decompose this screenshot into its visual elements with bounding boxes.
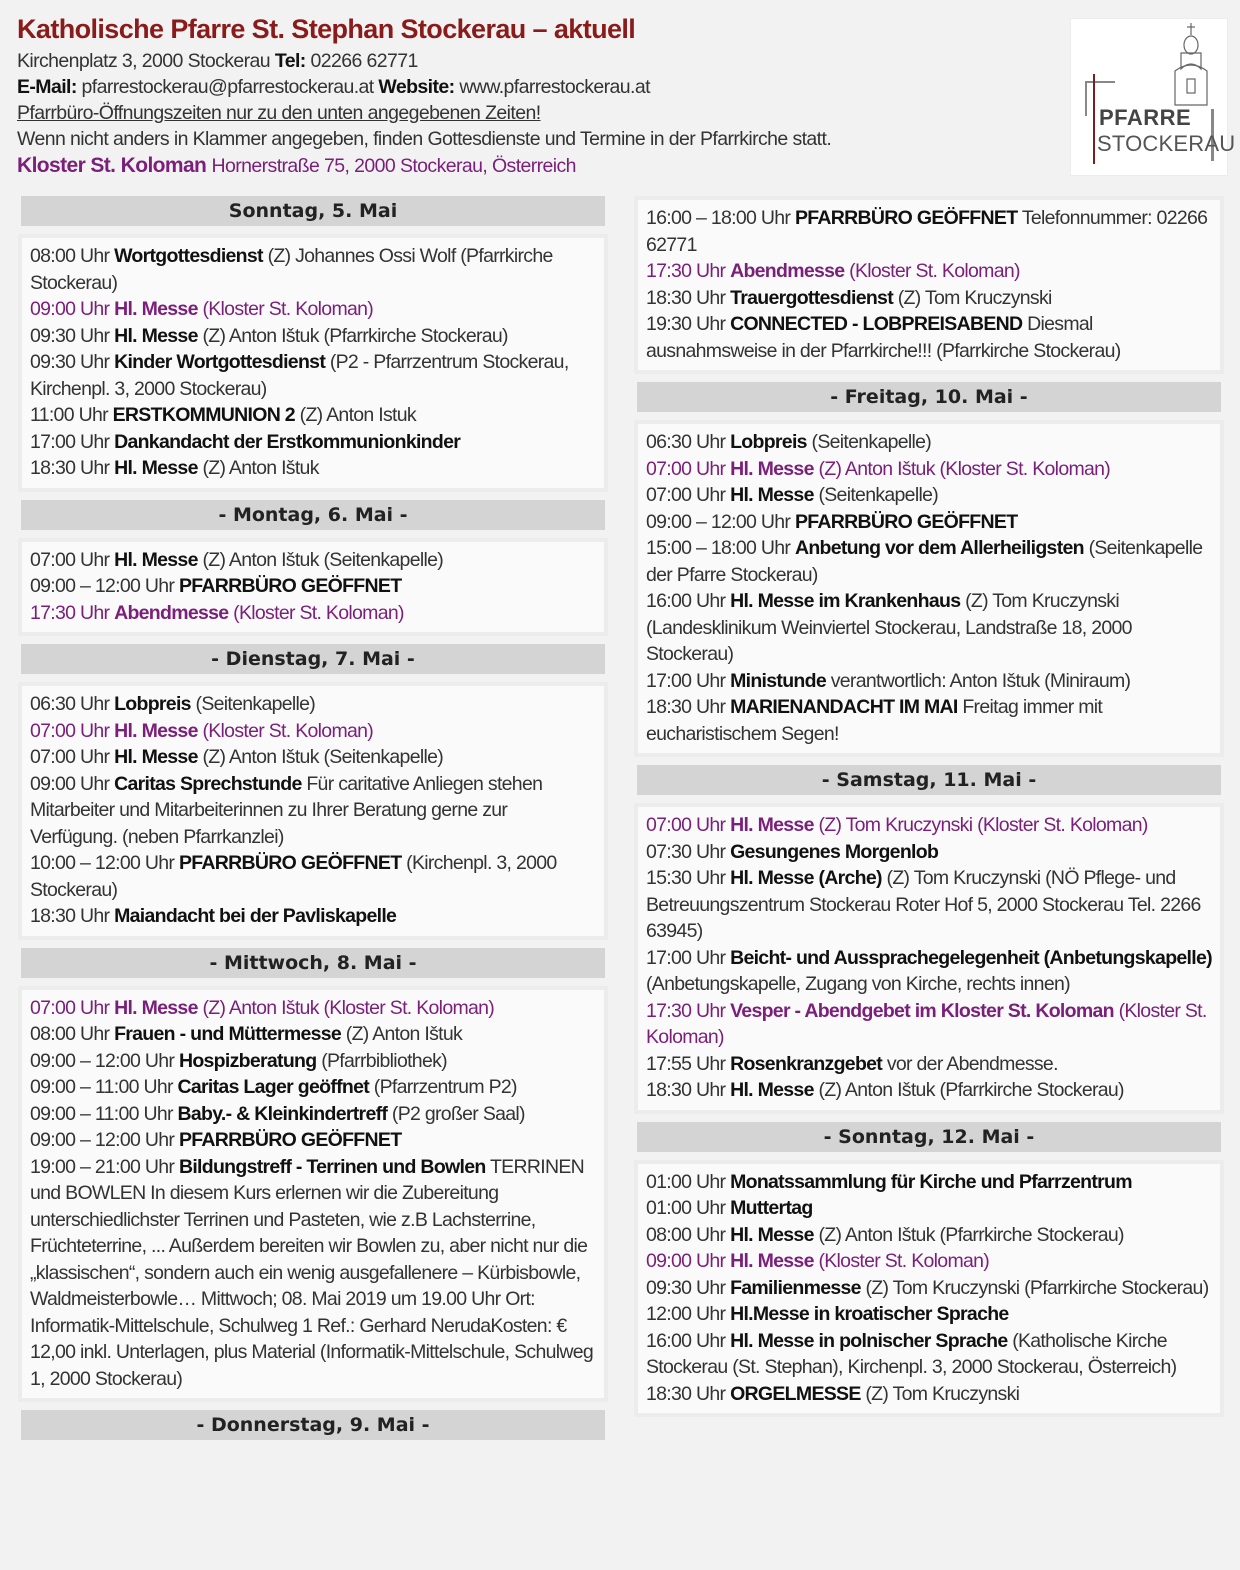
events-box bbox=[634, 420, 1224, 757]
events-box bbox=[18, 682, 608, 940]
event-title[interactable]: Hl. Messe bbox=[114, 719, 198, 742]
event-entry bbox=[646, 535, 1212, 588]
left-column bbox=[18, 196, 608, 1440]
event-time: 10:00 – 12:00 Uhr bbox=[30, 852, 175, 874]
website-link[interactable]: www.pfarrestockerau.at bbox=[459, 76, 650, 98]
events-box bbox=[634, 803, 1224, 1114]
event-entry bbox=[646, 1169, 1212, 1196]
event-entry bbox=[30, 547, 596, 574]
right-column bbox=[634, 196, 1224, 1425]
event-entry bbox=[646, 588, 1212, 668]
event-detail: (Z) Tom Kruczynski (Pfarrkirche Stockerau) bbox=[865, 1276, 1209, 1299]
event-entry bbox=[30, 243, 596, 296]
event-detail: Für caritative Anliegen stehen Mitarbeiter und Mitarbeiterinnen zu Ihrer Beratung gerne zur Verfügung. (neben Pfarrkanzlei) bbox=[30, 772, 543, 848]
event-time: 09:00 – 12:00 Uhr bbox=[646, 510, 791, 533]
event-entry bbox=[646, 1077, 1212, 1104]
event-title[interactable]: Hl. Messe bbox=[730, 457, 814, 480]
event-detail: Diesmal ausnahmsweise in der Pfarrkirche!!! (Pfarrkirche Stockerau) bbox=[646, 313, 1121, 362]
event-title[interactable]: Ministunde bbox=[730, 669, 826, 692]
event-title[interactable]: Baby.- & Kleinkindertreff bbox=[177, 1102, 388, 1125]
event-detail: (P2 großer Saal) bbox=[391, 1102, 525, 1125]
header bbox=[0, 0, 1240, 190]
event-title[interactable]: Hl. Messe bbox=[114, 298, 198, 320]
event-title[interactable]: Hl. Messe bbox=[114, 746, 198, 768]
event-title[interactable]: Hl. Messe bbox=[730, 1079, 814, 1101]
event-time: 09:00 – 12:00 Uhr bbox=[30, 575, 175, 597]
event-title[interactable]: ORGELMESSE bbox=[730, 1382, 861, 1405]
day-section bbox=[634, 382, 1224, 757]
event-entry bbox=[646, 1275, 1212, 1302]
day-section bbox=[634, 1122, 1224, 1418]
event-title[interactable]: Hl. Messe bbox=[114, 457, 198, 479]
events-box bbox=[18, 538, 608, 637]
event-title[interactable]: Hl. Messe in polnischer Sprache bbox=[730, 1329, 1008, 1352]
event-detail: (Seitenkapelle der Pfarre Stockerau) bbox=[646, 537, 1203, 586]
event-entry bbox=[30, 1074, 596, 1101]
event-entry bbox=[30, 349, 596, 402]
event-entry bbox=[30, 718, 596, 745]
event-time: 18:30 Uhr bbox=[646, 1382, 726, 1405]
event-title[interactable]: PFARRBÜRO GEÖFFNET bbox=[794, 207, 1018, 229]
event-detail: (Pfarrzentrum P2) bbox=[373, 1076, 517, 1098]
day-section bbox=[18, 1410, 608, 1440]
page-title: Katholische Pfarre St. Stephan Stockerau – aktuell bbox=[17, 14, 636, 44]
event-entry bbox=[646, 311, 1212, 364]
event-detail: (Z) Anton Ištuk (Kloster St. Koloman) bbox=[202, 996, 495, 1019]
event-time: 07:00 Uhr bbox=[30, 548, 110, 571]
day-section bbox=[634, 196, 1224, 374]
event-detail: (Katholische Kirche Stockerau (St. Stephan), Kirchenpl. 3, 2000 Stockerau, Österreich) bbox=[646, 1329, 1177, 1378]
event-time: 07:00 Uhr bbox=[646, 814, 726, 836]
event-title[interactable]: Anbetung vor dem Allerheiligsten bbox=[794, 537, 1084, 559]
event-entry bbox=[646, 285, 1212, 312]
event-time: 18:30 Uhr bbox=[30, 905, 110, 927]
event-detail: (Kloster St. Koloman) bbox=[202, 719, 374, 742]
event-entry bbox=[646, 482, 1212, 509]
event-title[interactable]: Muttertag bbox=[730, 1197, 813, 1219]
day-heading: - Sonntag, 12. Mai - bbox=[637, 1122, 1221, 1152]
event-detail: (Z) Anton Istuk bbox=[299, 404, 416, 426]
event-title[interactable]: PFARRBÜRO GEÖFFNET bbox=[178, 852, 402, 874]
event-entry bbox=[646, 1222, 1212, 1249]
event-entry bbox=[646, 429, 1212, 456]
event-title[interactable]: Hl. Messe im Krankenhaus bbox=[730, 590, 961, 612]
event-entry bbox=[646, 1301, 1212, 1328]
event-time: 12:00 Uhr bbox=[646, 1303, 726, 1325]
event-title[interactable]: Bildungstreff - Terrinen und Bowlen bbox=[178, 1155, 486, 1178]
event-entry bbox=[646, 812, 1212, 839]
day-section bbox=[18, 196, 608, 492]
event-entry bbox=[30, 455, 596, 482]
event-title[interactable]: Hl.Messe in kroatischer Sprache bbox=[730, 1303, 1009, 1325]
kloster-line bbox=[17, 154, 576, 178]
event-title[interactable]: Trauergottesdienst bbox=[730, 286, 894, 309]
tel-label: Tel: bbox=[274, 50, 306, 72]
event-time: 17:00 Uhr bbox=[646, 946, 726, 969]
event-title[interactable]: Frauen - und Müttermesse bbox=[114, 1023, 342, 1045]
event-title[interactable]: Abendmesse bbox=[730, 260, 845, 282]
event-time: 17:30 Uhr bbox=[30, 601, 110, 624]
location-note: Wenn nicht anders in Klammer angegeben, finden Gottesdienste und Termine in der Pfarrkirche statt. bbox=[17, 128, 832, 150]
event-time: 09:30 Uhr bbox=[646, 1276, 726, 1299]
event-time: 16:00 – 18:00 Uhr bbox=[646, 207, 791, 229]
event-entry bbox=[30, 903, 596, 930]
event-title[interactable]: Kinder Wortgottesdienst bbox=[114, 351, 326, 373]
event-time: 11:00 Uhr bbox=[30, 404, 108, 426]
event-title[interactable]: Gesungenes Morgenlob bbox=[730, 840, 939, 863]
event-time: 07:00 Uhr bbox=[646, 457, 726, 480]
event-time: 15:00 – 18:00 Uhr bbox=[646, 537, 791, 559]
day-heading: - Dienstag, 7. Mai - bbox=[21, 644, 605, 674]
event-detail: (Z) Anton Ištuk (Pfarrkirche Stockerau) bbox=[202, 324, 508, 347]
tel-value: 02266 62771 bbox=[310, 50, 418, 72]
event-detail: (Kloster St. Koloman) bbox=[849, 260, 1020, 282]
event-entry bbox=[646, 865, 1212, 945]
event-entry bbox=[30, 323, 596, 350]
event-entry bbox=[646, 668, 1212, 695]
contact-line bbox=[17, 76, 650, 99]
event-title[interactable]: Hl. Messe bbox=[114, 996, 198, 1019]
day-section bbox=[18, 948, 608, 1403]
event-entry bbox=[30, 573, 596, 600]
event-entry bbox=[30, 744, 596, 771]
event-time: 07:00 Uhr bbox=[646, 484, 726, 506]
event-detail: (Kloster St. Koloman) bbox=[818, 1250, 990, 1272]
event-entry bbox=[646, 258, 1212, 285]
day-heading: - Donnerstag, 9. Mai - bbox=[21, 1410, 605, 1440]
event-title[interactable]: Hl. Messe bbox=[114, 324, 198, 347]
event-entry bbox=[30, 850, 596, 903]
event-title[interactable]: Familienmesse bbox=[730, 1276, 861, 1299]
event-title[interactable]: PFARRBÜRO GEÖFFNET bbox=[178, 575, 402, 597]
event-entry bbox=[646, 1248, 1212, 1275]
event-detail: (Kloster St. Koloman) bbox=[233, 601, 404, 624]
event-entry bbox=[646, 1195, 1212, 1222]
event-entry bbox=[646, 1381, 1212, 1408]
event-detail: (Z) Anton Ištuk (Pfarrkirche Stockerau) bbox=[818, 1079, 1124, 1101]
event-title[interactable]: PFARRBÜRO GEÖFFNET bbox=[794, 510, 1018, 533]
event-entry bbox=[646, 945, 1212, 998]
event-entry bbox=[30, 995, 596, 1022]
event-detail: (Z) Anton Ištuk (Seitenkapelle) bbox=[202, 746, 444, 768]
event-time: 18:30 Uhr bbox=[646, 1079, 726, 1101]
event-entry bbox=[30, 1127, 596, 1154]
office-hours-note: Pfarrbüro-Öffnungszeiten nur zu den unten angegebenen Zeiten! bbox=[17, 102, 541, 124]
event-entry bbox=[30, 691, 596, 718]
event-time: 19:00 – 21:00 Uhr bbox=[30, 1155, 175, 1178]
event-time: 07:00 Uhr bbox=[30, 996, 110, 1019]
event-title[interactable]: Hl. Messe bbox=[730, 1250, 814, 1272]
event-time: 07:00 Uhr bbox=[30, 746, 110, 768]
event-detail: (Z) Anton Ištuk (Pfarrkirche Stockerau) bbox=[818, 1223, 1124, 1246]
event-detail: (Kloster St. Koloman) bbox=[202, 298, 374, 320]
event-time: 17:00 Uhr bbox=[646, 669, 726, 692]
event-time: 07:00 Uhr bbox=[30, 719, 110, 742]
event-title[interactable]: Hl. Messe bbox=[730, 484, 814, 506]
pfarre-logo bbox=[1070, 18, 1236, 176]
event-entry bbox=[30, 429, 596, 456]
event-title[interactable]: MARIENANDACHT IM MAI bbox=[730, 696, 958, 718]
events-box bbox=[634, 196, 1224, 374]
day-heading: - Mittwoch, 8. Mai - bbox=[21, 948, 605, 978]
cross-vertical bbox=[1093, 74, 1095, 164]
event-title[interactable]: Rosenkranzgebet bbox=[730, 1052, 883, 1075]
event-title[interactable]: Hl. Messe (Arche) bbox=[730, 867, 882, 889]
event-entry bbox=[646, 998, 1212, 1051]
day-heading: Sonntag, 5. Mai bbox=[21, 196, 605, 226]
event-detail: (Z) Tom Kruczynski (NÖ Pflege- und Betreuungszentrum Stockerau Roter Hof 5, 2000 Stockerau Tel. 2266 63945) bbox=[646, 867, 1201, 942]
event-time: 18:30 Uhr bbox=[646, 696, 726, 718]
event-time: 16:00 Uhr bbox=[646, 1329, 726, 1352]
events-box bbox=[18, 234, 608, 492]
day-heading: - Montag, 6. Mai - bbox=[21, 500, 605, 530]
event-title[interactable]: ERSTKOMMUNION 2 bbox=[112, 404, 295, 426]
event-detail: (Seitenkapelle) bbox=[818, 484, 939, 506]
event-time: 17:55 Uhr bbox=[646, 1052, 726, 1075]
event-entry bbox=[30, 296, 596, 323]
event-time: 18:30 Uhr bbox=[646, 286, 726, 309]
event-entry bbox=[646, 456, 1212, 483]
event-title[interactable]: Hl. Messe bbox=[730, 814, 814, 836]
event-title[interactable]: Wortgottesdienst bbox=[114, 245, 263, 267]
day-section bbox=[18, 644, 608, 940]
event-detail: (Kloster St. Koloman) bbox=[646, 999, 1207, 1048]
event-title[interactable]: Beicht- und Aussprachegelegenheit (Anbetungskapelle) bbox=[730, 946, 1212, 969]
event-title[interactable]: Hl. Messe bbox=[730, 1223, 814, 1246]
event-time: 09:30 Uhr bbox=[30, 324, 110, 347]
event-detail: (Seitenkapelle) bbox=[195, 693, 316, 715]
event-time: 19:30 Uhr bbox=[646, 313, 726, 335]
event-detail: (Z) Tom Kruczynski (Landesklinikum Weinviertel Stockerau, Landstraße 18, 2000 Stockerau) bbox=[646, 590, 1132, 665]
event-detail: (Z) Anton Ištuk (Seitenkapelle) bbox=[202, 548, 444, 571]
event-detail: (Z) Tom Kruczynski bbox=[897, 286, 1052, 309]
event-entry bbox=[646, 839, 1212, 866]
event-entry bbox=[646, 1051, 1212, 1078]
event-time: 09:00 – 12:00 Uhr bbox=[30, 1129, 175, 1151]
event-time: 06:30 Uhr bbox=[30, 693, 110, 715]
event-time: 17:30 Uhr bbox=[646, 260, 726, 282]
event-time: 01:00 Uhr bbox=[646, 1170, 726, 1193]
day-heading: - Samstag, 11. Mai - bbox=[637, 765, 1221, 795]
logo-text-pfarre: PFARRE bbox=[1099, 105, 1192, 130]
event-time: 18:30 Uhr bbox=[30, 457, 110, 479]
event-title[interactable]: Hl. Messe bbox=[114, 548, 198, 571]
event-detail: (Seitenkapelle) bbox=[811, 431, 932, 453]
event-title[interactable]: CONNECTED - LOBPREISABEND bbox=[730, 313, 1023, 335]
event-detail: (Pfarrbibliothek) bbox=[321, 1049, 447, 1072]
event-title[interactable]: Monatssammlung für Kirche und Pfarrzentrum bbox=[730, 1170, 1132, 1193]
event-title[interactable]: Dankandacht der Erstkommunionkinder bbox=[114, 430, 461, 453]
day-section bbox=[634, 765, 1224, 1114]
address-line bbox=[17, 50, 418, 73]
events-box bbox=[634, 1160, 1224, 1418]
event-title[interactable]: Abendmesse bbox=[114, 601, 229, 624]
event-detail: vor der Abendmesse. bbox=[886, 1052, 1058, 1075]
event-detail: (Anbetungskapelle, Zugang von Kirche, rechts innen) bbox=[646, 973, 1070, 995]
event-entry bbox=[30, 600, 596, 627]
event-entry bbox=[30, 771, 596, 851]
kloster-address: Hornerstraße 75, 2000 Stockerau, Österreich bbox=[211, 155, 576, 177]
event-time: 09:00 Uhr bbox=[30, 772, 110, 795]
event-time: 09:00 – 12:00 Uhr bbox=[30, 1049, 175, 1072]
event-title[interactable]: Vesper - Abendgebet im Kloster St. Koloman bbox=[730, 999, 1114, 1022]
event-title[interactable]: Maiandacht bei der Pavliskapelle bbox=[114, 905, 397, 927]
event-time: 09:30 Uhr bbox=[30, 351, 110, 373]
event-time: 09:00 – 11:00 Uhr bbox=[30, 1102, 173, 1125]
day-section bbox=[18, 500, 608, 637]
email-link[interactable]: pfarrestockerau@pfarrestockerau.at bbox=[81, 76, 374, 98]
logo-text-stockerau: STOCKERAU bbox=[1097, 131, 1236, 156]
event-entry bbox=[30, 1101, 596, 1128]
event-entry bbox=[30, 1021, 596, 1048]
event-time: 15:30 Uhr bbox=[646, 867, 726, 889]
event-detail: (Z) Tom Kruczynski (Kloster St. Koloman) bbox=[818, 814, 1148, 836]
event-time: 17:30 Uhr bbox=[646, 999, 726, 1022]
address: Kirchenplatz 3, 2000 Stockerau bbox=[17, 50, 271, 72]
event-time: 09:00 Uhr bbox=[646, 1250, 726, 1272]
event-detail: (P2 - Pfarrzentrum Stockerau, Kirchenpl. 3, 2000 Stockerau) bbox=[30, 351, 569, 400]
event-title[interactable]: Lobpreis bbox=[730, 431, 807, 453]
web-label: Website: bbox=[378, 76, 455, 98]
event-detail: (Z) Anton Ištuk (Kloster St. Koloman) bbox=[818, 457, 1111, 480]
event-detail: Freitag immer mit eucharistischem Segen! bbox=[646, 696, 1103, 745]
event-time: 16:00 Uhr bbox=[646, 590, 726, 612]
event-title[interactable]: Hospizberatung bbox=[178, 1049, 317, 1072]
event-detail: (Z) Anton Ištuk bbox=[202, 457, 319, 479]
event-time: 17:00 Uhr bbox=[30, 430, 110, 453]
event-detail: Telefonnummer: 02266 62771 bbox=[646, 207, 1208, 256]
event-entry bbox=[30, 1048, 596, 1075]
event-time: 06:30 Uhr bbox=[646, 431, 726, 453]
event-detail: (Z) Tom Kruczynski bbox=[865, 1382, 1020, 1405]
event-time: 08:00 Uhr bbox=[646, 1223, 726, 1246]
email-label: E-Mail: bbox=[17, 76, 77, 98]
event-time: 08:00 Uhr bbox=[30, 245, 110, 267]
event-time: 01:00 Uhr bbox=[646, 1197, 726, 1219]
event-detail: verantwortlich: Anton Ištuk (Miniraum) bbox=[830, 669, 1131, 692]
event-entry bbox=[646, 694, 1212, 747]
event-entry bbox=[30, 402, 596, 429]
event-detail: (Kirchenpl. 3, 2000 Stockerau) bbox=[30, 852, 557, 901]
event-title[interactable]: Caritas Sprechstunde bbox=[114, 772, 302, 795]
event-entry bbox=[30, 1154, 596, 1393]
event-time: 09:00 – 11:00 Uhr bbox=[30, 1076, 173, 1098]
event-detail: TERRINEN und BOWLEN In diesem Kurs erlernen wir die Zubereitung unterschiedlichster Terrinen und Pasteten, wie z.B Lachsterrine, Früchteterrine, ... Außerdem bereiten wir Bowlen zu, aber nicht nur die „klassischen“, sondern auch ein wenig ausgefallenere – Kürbisbowle, Waldmeisterbowle… Mittwoch; 08. Mai 2019 um 19.00 Uhr Ort: Informatik-Mittelschule, Schulweg 1 Ref.: Gerhard NerudaKosten: € 12,00 inkl. Unterlagen, plus Material (Informatik-Mittelschule, Schulweg 1, 2000 Stockerau) bbox=[30, 1155, 594, 1390]
event-time: 07:30 Uhr bbox=[646, 840, 726, 863]
event-time: 08:00 Uhr bbox=[30, 1023, 110, 1045]
event-detail: (Z) Anton Ištuk bbox=[345, 1023, 463, 1045]
event-entry bbox=[646, 509, 1212, 536]
event-entry bbox=[646, 205, 1212, 258]
day-heading: - Freitag, 10. Mai - bbox=[637, 382, 1221, 412]
kloster-name: Kloster St. Koloman bbox=[17, 154, 207, 177]
event-title[interactable]: Caritas Lager geöffnet bbox=[177, 1076, 370, 1098]
event-entry bbox=[646, 1328, 1212, 1381]
event-time: 09:00 Uhr bbox=[30, 298, 110, 320]
events-box bbox=[18, 986, 608, 1403]
event-detail: (Z) Johannes Ossi Wolf (Pfarrkirche Stockerau) bbox=[30, 245, 553, 294]
event-title[interactable]: Lobpreis bbox=[114, 693, 191, 715]
event-title[interactable]: PFARRBÜRO GEÖFFNET bbox=[178, 1129, 402, 1151]
